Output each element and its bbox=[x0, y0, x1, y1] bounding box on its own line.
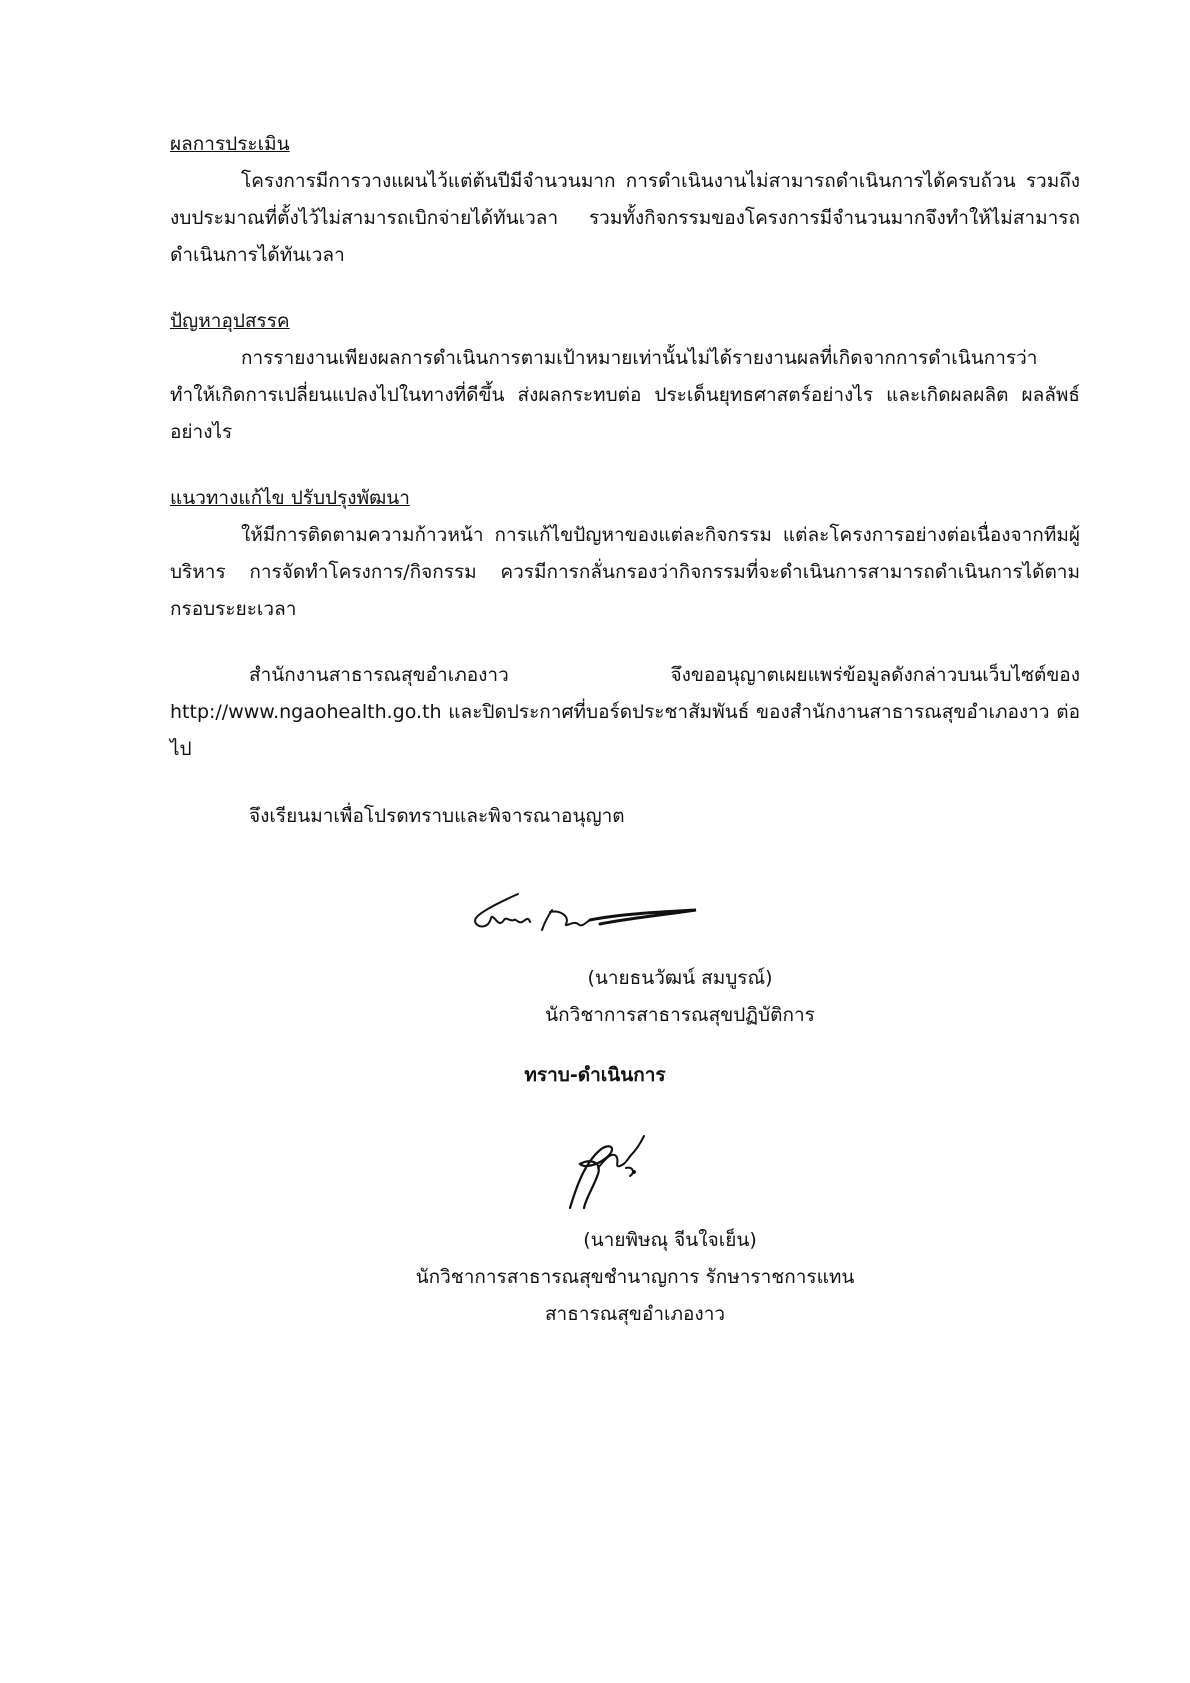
approval-text: ทราบ-ดำเนินการ bbox=[524, 1064, 666, 1086]
section-evaluation bbox=[170, 126, 1080, 274]
section-problems bbox=[170, 303, 1080, 451]
signer-2-block bbox=[0, 1222, 1190, 1333]
signer-1-name: (นายธนวัฒน์ สมบูรณ์) bbox=[587, 967, 773, 989]
notice-text: สำนักงานสาธารณสุขอำเภองาว จึงขออนุญาตเผยแพร่ข้อมูลดังกล่าวบนเว็บไซต์ของ http://www.ngaohealth.go.th และปิดประกาศที่บอร์ดประชาสัมพันธ์ ของสำนักงานสาธารณสุขอำเภองาว ต่อไป bbox=[170, 664, 1080, 760]
signer-2-position: นักวิชาการสาธารณสุขชำนาญการ รักษาราชการแทน bbox=[415, 1266, 855, 1288]
section-solutions bbox=[170, 480, 1080, 628]
document-body bbox=[170, 126, 1080, 835]
signature-1-icon bbox=[470, 880, 700, 950]
section-body: โครงการมีการวางแผนไว้แต่ต้นปีมีจำนวนมาก การดำเนินงานไม่สามารถดำเนินการได้ครบถ้วน รวมถึงงบประมาณที่ตั้งไว้ไม่สามารถเบิกจ่ายได้ทันเวลา รวมทั้งกิจกรรมของโครงการมีจำนวนมากจึงทำให้ไม่สามารถดำเนินการได้ทันเวลา bbox=[170, 170, 1080, 266]
closing-line: จึงเรียนมาเพื่อโปรดทราบและพิจารณาอนุญาต bbox=[249, 805, 625, 827]
section-heading: ผลการประเมิน bbox=[170, 133, 290, 155]
signer-1-block bbox=[0, 960, 1190, 1034]
signer-1-position: นักวิชาการสาธารณสุขปฏิบัติการ bbox=[545, 1004, 815, 1026]
section-heading: แนวทางแก้ไข ปรับปรุงพัฒนา bbox=[170, 487, 410, 509]
signer-2-name: (นายพิษณุ จีนใจเย็น) bbox=[583, 1229, 757, 1251]
signature-2-icon bbox=[540, 1128, 660, 1218]
section-heading: ปัญหาอุปสรรค bbox=[170, 310, 290, 332]
signer-2-office: สาธารณสุขอำเภองาว bbox=[544, 1303, 726, 1325]
section-body: การรายงานเพียงผลการดำเนินการตามเป้าหมายเท่านั้นไม่ได้รายงานผลที่เกิดจากการดำเนินการว่าทำให้เกิดการเปลี่ยนแปลงไปในทางที่ดีขึ้น ส่งผลกระทบต่อ ประเด็นยุทธศาสตร์อย่างไร และเกิดผลผลิต ผลลัพธ์ อย่างไร bbox=[170, 347, 1080, 443]
publication-notice bbox=[170, 657, 1080, 768]
section-body: ให้มีการติดตามความก้าวหน้า การแก้ไขปัญหาของแต่ละกิจกรรม แต่ละโครงการอย่างต่อเนื่องจากทีมผู้บริหาร การจัดทำโครงการ/กิจกรรม ควรมีการกลั่นกรองว่ากิจกรรมที่จะดำเนินการสามารถดำเนินการได้ตามกรอบระยะเวลา bbox=[170, 524, 1080, 620]
